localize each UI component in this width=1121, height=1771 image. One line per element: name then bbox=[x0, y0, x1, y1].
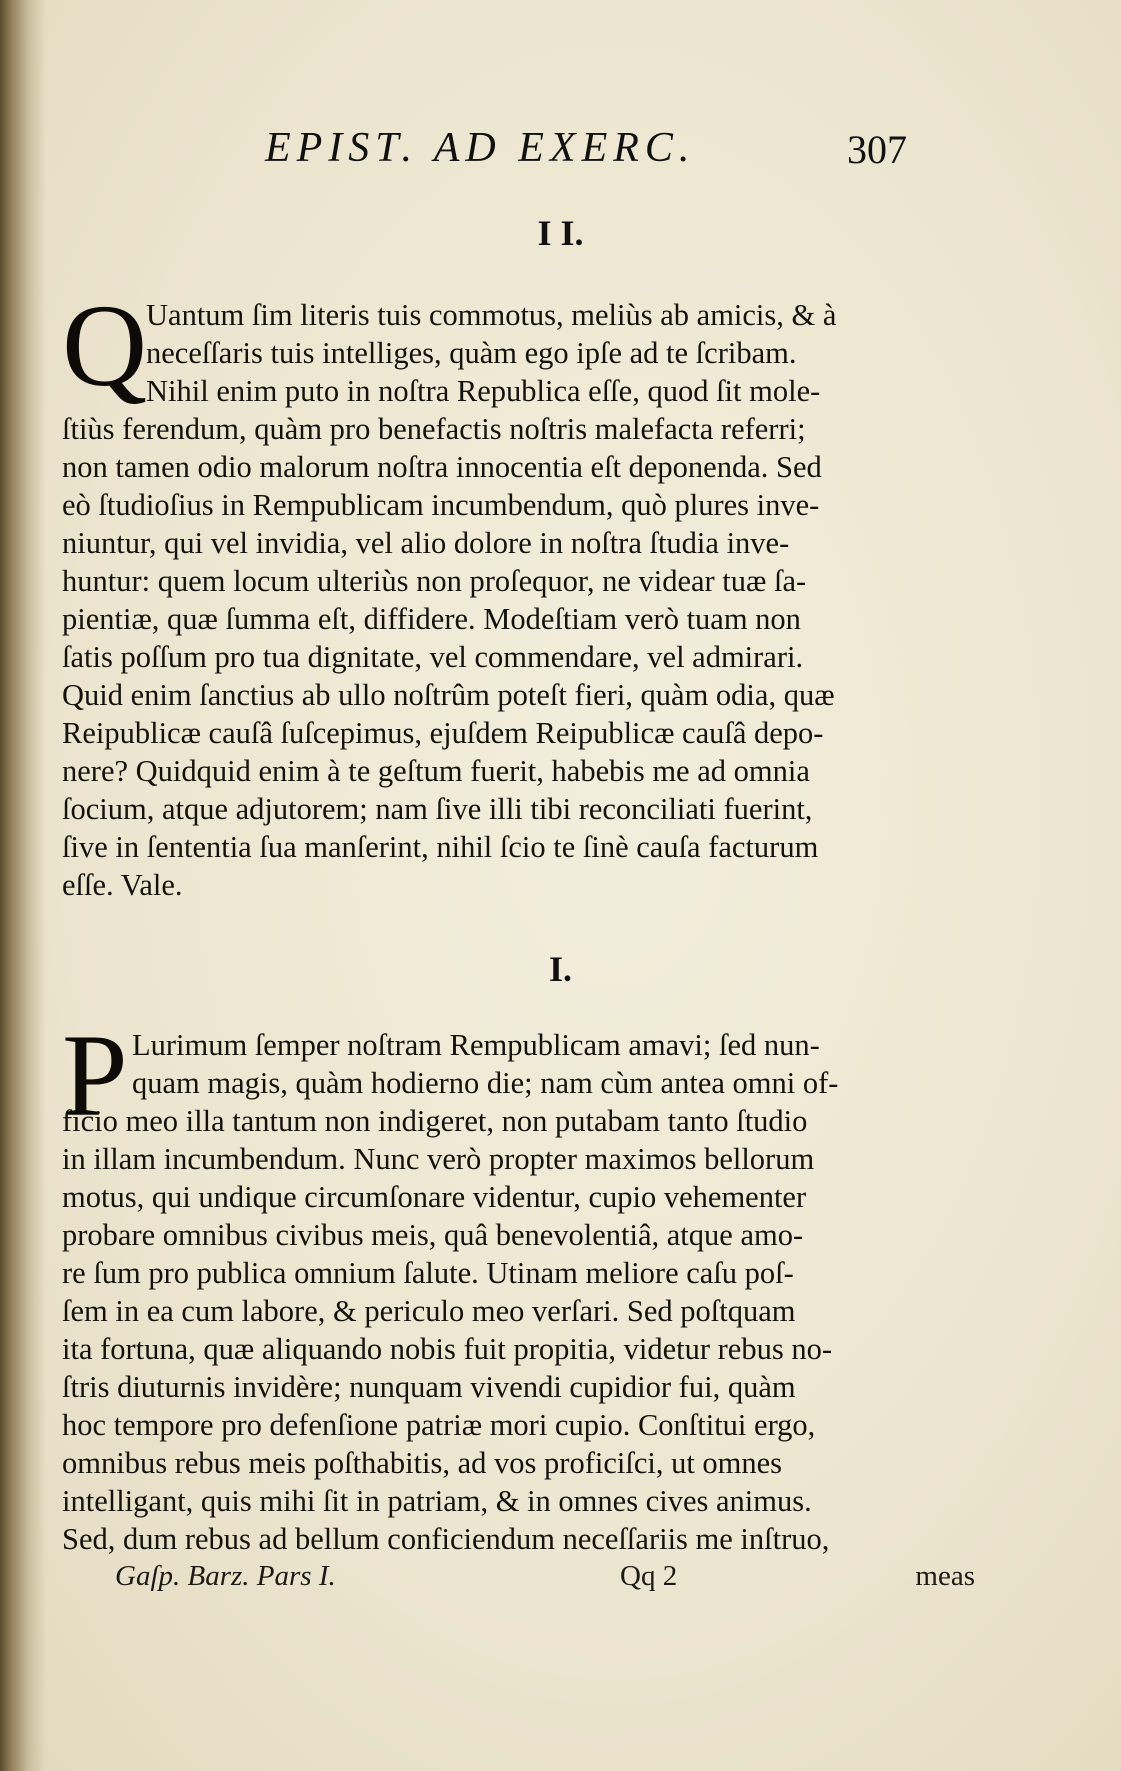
page-number: 307 bbox=[847, 127, 907, 172]
text-line: ſtiùs ferendum, quàm pro benefactis noſtris malefacta referri; bbox=[62, 412, 806, 446]
text-line: ſatis poſſum pro tua dignitate, vel commendare, vel admirari. bbox=[62, 640, 804, 674]
text-line: hoc tempore pro defenſione patriæ mori cupio. Conſtitui ergo, bbox=[62, 1408, 816, 1442]
page-footer bbox=[115, 1560, 975, 1604]
catchword: meas bbox=[915, 1560, 975, 1592]
text-line: motus, qui undique circumſonare videntur, cupio vehementer bbox=[62, 1180, 807, 1214]
drop-cap-q: Q bbox=[62, 280, 148, 411]
text-line: pientiæ, quæ ſumma eſt, diffidere. Modeſtiam verò tuam non bbox=[62, 602, 801, 636]
letter-1-body bbox=[62, 1010, 962, 1558]
text-line: Nihil enim puto in noſtra Republica eſſe, quod ſit mole- bbox=[146, 374, 821, 408]
text-line: ficio meo illa tantum non indigeret, non putabam tanto ſtudio bbox=[62, 1104, 808, 1138]
text-line: non tamen odio malorum noſtra innocentia eſt deponenda. Sed bbox=[62, 450, 822, 484]
text-line: eò ſtudioſius in Rempublicam incumbendum, quò plures inve- bbox=[62, 488, 820, 522]
text-line: neceſſaris tuis intelliges, quàm ego ipſe ad te ſcribam. bbox=[146, 336, 797, 370]
signature-mark: Qq 2 bbox=[620, 1560, 678, 1592]
text-line: probare omnibus civibus meis, quâ benevolentiâ, atque amo- bbox=[62, 1218, 804, 1252]
text-line: Uantum ſim literis tuis commotus, meliùs ab amicis, & à bbox=[146, 298, 837, 332]
letter-numeral-2: I I. bbox=[537, 213, 584, 253]
signature-author: Gaſp. Barz. Pars I. bbox=[115, 1560, 336, 1592]
text-line: Reipublicæ cauſâ ſuſcepimus, ejuſdem Reipublicæ cauſâ depo- bbox=[62, 716, 824, 750]
binding-gutter bbox=[0, 0, 46, 1771]
text-line: niuntur, qui vel invidia, vel alio dolore in noſtra ſtudia inve- bbox=[62, 526, 790, 560]
text-line: eſſe. Vale. bbox=[62, 868, 183, 902]
text-line: Lurimum ſemper noſtram Rempublicam amavi; ſed nun- bbox=[132, 1028, 820, 1062]
text-line: ſocium, atque adjutorem; nam ſive illi tibi reconciliati fuerint, bbox=[62, 792, 813, 826]
letter-2-body bbox=[62, 280, 962, 904]
text-line: re ſum pro publica omnium ſalute. Utinam meliore caſu poſ- bbox=[62, 1256, 794, 1290]
running-head-title: EPIST. AD EXERC. bbox=[265, 125, 696, 171]
text-line: Sed, dum rebus ad bellum conficiendum neceſſariis me inſtruo, bbox=[62, 1522, 830, 1556]
letter-numeral-1: I. bbox=[548, 949, 572, 989]
text-line: ita fortuna, quæ aliquando nobis fuit propitia, videtur rebus no- bbox=[62, 1332, 832, 1366]
text-line: ſem in ea cum labore, & periculo meo verſari. Sed poſtquam bbox=[62, 1294, 796, 1328]
text-line: nere? Quidquid enim à te geſtum fuerit, habebis me ad omnia bbox=[62, 754, 810, 788]
drop-cap-p: P bbox=[62, 1010, 128, 1141]
text-line: huntur: quem locum ulteriùs non proſequor, ne videar tuæ ſa- bbox=[62, 564, 807, 598]
text-line: intelligant, quis mihi ſit in patriam, & in omnes cives animus. bbox=[62, 1484, 812, 1518]
text-line: ſtris diuturnis invidère; nunquam vivendi cupidior fui, quàm bbox=[62, 1370, 796, 1404]
running-head bbox=[265, 118, 915, 178]
text-line: Quid enim ſanctius ab ullo noſtrûm poteſt fieri, quàm odia, quæ bbox=[62, 678, 835, 712]
text-line: omnibus rebus meis poſthabitis, ad vos proficiſci, ut omnes bbox=[62, 1446, 783, 1480]
text-line: ſive in ſententia ſua manſerint, nihil ſcio te ſinè cauſa facturum bbox=[62, 830, 819, 864]
text-line: in illam incumbendum. Nunc verò propter maximos bellorum bbox=[62, 1142, 815, 1176]
text-line: quam magis, quàm hodierno die; nam cùm antea omni of- bbox=[132, 1066, 839, 1100]
